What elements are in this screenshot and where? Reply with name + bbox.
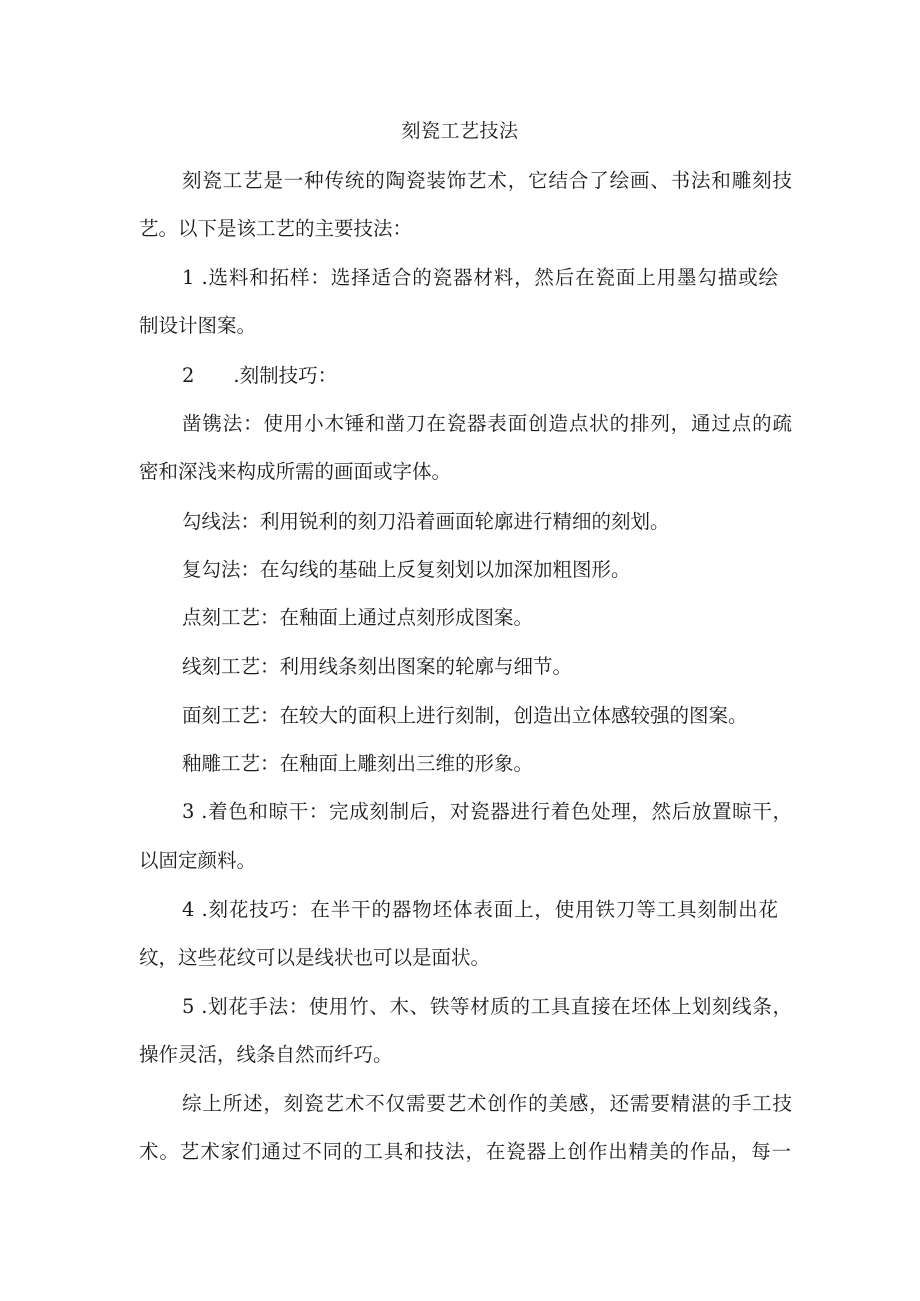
paragraph-line: 艺。以下是该工艺的主要技法： (139, 217, 413, 240)
paragraph-line: 2 .刻制技巧： (182, 364, 338, 387)
paragraph-line: 密和深浅来构成所需的画面或字体。 (139, 460, 452, 483)
paragraph-line: 操作灵活，线条自然而纤巧。 (139, 1043, 393, 1066)
paragraph-line: 1 .选料和拓样：选择适合的瓷器材料，然后在瓷面上用墨勾描或绘 (182, 266, 778, 289)
paragraph-line: 复勾法：在勾线的基础上反复刻划以加深加粗图形。 (182, 558, 631, 581)
paragraph-line: 面刻工艺：在较大的面积上进行刻制，创造出立体感较强的图案。 (182, 704, 748, 727)
paragraph-line: 凿镌法：使用小木锤和凿刀在瓷器表面创造点状的排列，通过点的疏 (182, 412, 792, 435)
paragraph-line: 5 .划花手法：使用竹、木、铁等材质的工具直接在坯体上划刻线条， (182, 995, 792, 1018)
paragraph-line: 4 .刻花技巧：在半干的器物坯体表面上，使用铁刀等工具刻制出花 (182, 898, 778, 921)
paragraph-line: 纹，这些花纹可以是线状也可以是面状。 (139, 946, 491, 969)
paragraph-line: 点刻工艺：在釉面上通过点刻形成图案。 (182, 606, 534, 629)
paragraph-line: 刻瓷工艺是一种传统的陶瓷装饰艺术，它结合了绘画、书法和雕刻技 (182, 169, 792, 192)
paragraph-line: 3 .着色和晾干：完成刻制后，对瓷器进行着色处理，然后放置晾干， (182, 800, 792, 823)
paragraph-line: 综上所述，刻瓷艺术不仅需要艺术创作的美感，还需要精湛的手工技 (182, 1092, 792, 1115)
paragraph-line: 制设计图案。 (139, 314, 257, 337)
paragraph-line: 釉雕工艺：在釉面上雕刻出三维的形象。 (182, 752, 534, 775)
paragraph-line: 术。艺术家们通过不同的工具和技法，在瓷器上创作出精美的作品，每一 (139, 1140, 791, 1163)
paragraph-line: 以固定颜料。 (139, 849, 257, 872)
paragraph-line: 勾线法：利用锐利的刻刀沿着画面轮廓进行精细的刻划。 (182, 510, 670, 533)
paragraph-line: 线刻工艺：利用线条刻出图案的轮廓与细节。 (182, 655, 573, 678)
document-title: 刻瓷工艺技法 (401, 120, 519, 142)
